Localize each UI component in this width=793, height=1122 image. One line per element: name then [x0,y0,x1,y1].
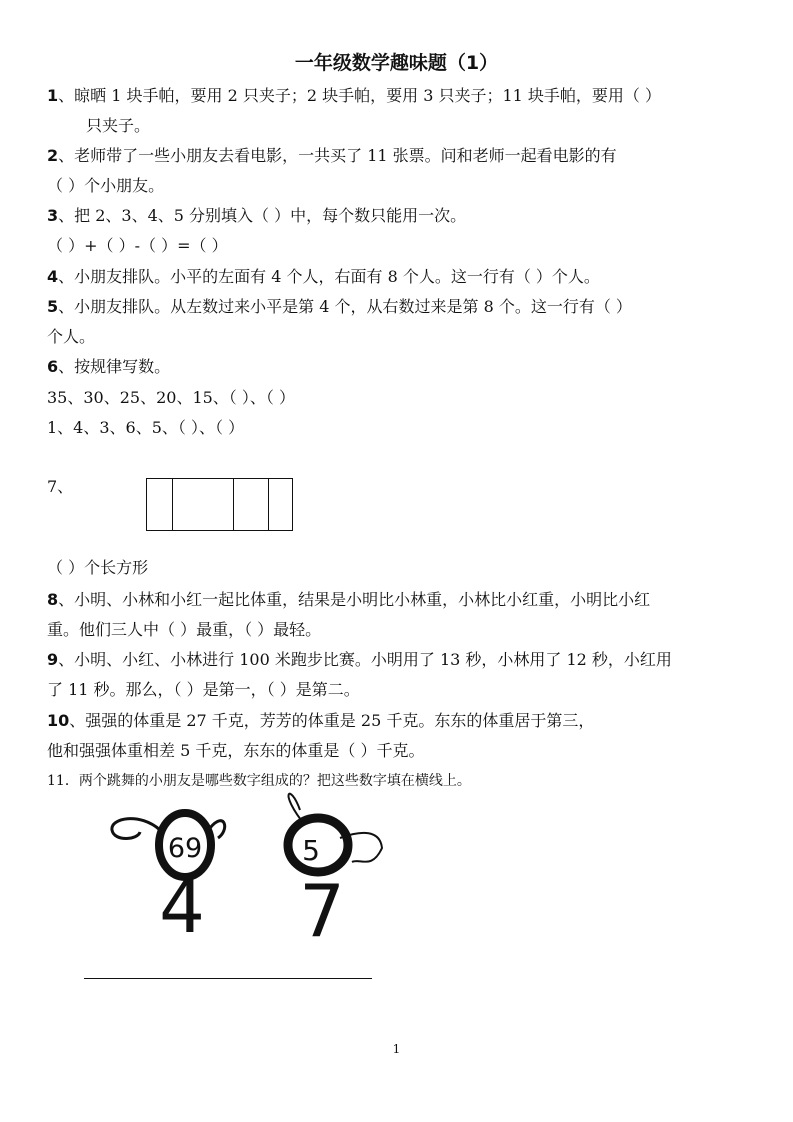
dancing-digits-figure [100,790,400,950]
question-2: 2、老师带了一些小朋友去看电影，一共买了 11 张票。问和老师一起看电影的有 [47,146,617,165]
question-7-label: 7、 [47,477,74,496]
left-body-digit: 4 [159,865,205,949]
question-6-sequence-2: 1、4、3、6、5、（ ）、（ ） [47,418,245,437]
question-9: 9、小明、小红、小林进行 100 米跑步比赛。小明用了 13 秒，小林用了 12 秒，小红用 [47,650,672,669]
question-5-cont: 个人。 [47,327,96,346]
question-1-cont: 只夹子。 [86,116,151,135]
question-8-cont: 重。他们三人中（ ）最重，（ ）最轻。 [47,620,322,639]
question-7-answer: （ ）个长方形 [47,558,149,577]
page-number: 1 [392,1042,401,1056]
left-face-digits: 69 [167,833,203,864]
question-6: 6、按规律写数。 [47,357,171,376]
question-9-cont: 了 11 秒。那么，（ ）是第一，（ ）是第二。 [47,680,360,699]
left-arm-curl [112,819,160,839]
answer-line [84,978,372,979]
rectangle-figure [146,478,293,531]
question-1: 1、晾晒 1 块手帕，要用 2 只夹子；2 块手帕，要用 3 只夹子；11 块手帕，要用（ ） [47,86,661,105]
question-10-cont: 他和强强体重相差 5 千克，东东的体重是（ ）千克。 [47,741,425,760]
question-3: 3、把 2、3、4、5 分别填入（ ）中，每个数只能用一次。 [47,206,467,225]
question-11: 11．两个跳舞的小朋友是哪些数字组成的？把这些数字填在横线上。 [47,773,471,789]
question-8: 8、小明、小林和小红一起比体重，结果是小明比小林重，小林比小红重，小明比小红 [47,590,651,609]
question-10: 10、强强的体重是 27 千克，芳芳的体重是 25 千克。东东的体重居于第三， [47,711,595,730]
question-2-cont: （ ）个小朋友。 [47,176,165,195]
page-title: 一年级数学趣味题（1） [294,52,499,74]
question-6-sequence-1: 35、30、25、20、15、（ ）、（ ） [47,388,295,407]
question-3-equation: （ ）+（ ）-（ ）=（ ） [47,236,228,255]
question-5: 5、小朋友排队。从左数过来小平是第 4 个，从右数过来是第 8 个。这一行有（ ） [47,297,632,316]
right-body-digit: 7 [299,869,345,950]
question-4: 4、小朋友排队。小平的左面有 4 个人，右面有 8 个人。这一行有（ ）个人。 [47,267,600,286]
right-face-digit: 5 [302,834,320,867]
